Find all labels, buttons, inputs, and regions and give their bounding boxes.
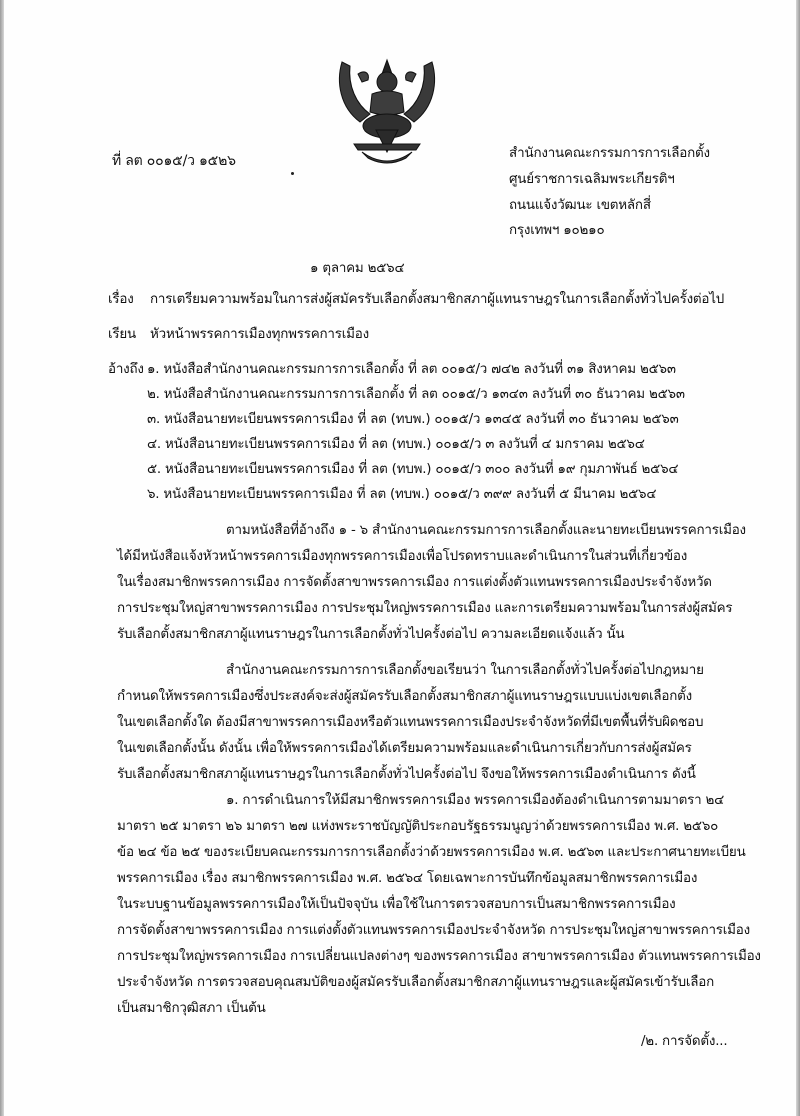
paragraph-line: ตามหนังสือที่อ้างถึง ๑ - ๖ สำนักงานคณะกรรมการการเลือกตั้งและนายทะเบียนพรรคการเมือง — [226, 523, 746, 538]
garuda-emblem-icon — [332, 52, 442, 172]
to-label: เรียน — [108, 327, 136, 342]
paragraph-line: การประชุมใหญ่สาขาพรรคการเมือง การประชุมใหญ่พรรคการเมือง และการเตรียมความพร้อมในการส่งผู้สมัคร — [117, 601, 733, 616]
paragraph-line: ได้มีหนังสือแจ้งหัวหน้าพรรคการเมืองทุกพรรคการเมืองเพื่อโปรดทราบและดำเนินการในส่วนที่เกี่ยวข้อง — [117, 549, 688, 564]
paragraph-line: ประจำจังหวัด การตรวจสอบคุณสมบัติของผู้สมัครรับเลือกตั้งสมาชิกสภาผู้แทนราษฎรและผู้สมัครเข้ารับเลือก — [117, 975, 714, 990]
subject-label: เรื่อง — [108, 292, 134, 307]
address-line: ถนนแจ้งวัฒนะ เขตหลักสี่ — [509, 198, 651, 213]
subject-text: การเตรียมความพร้อมในการส่งผู้สมัครรับเลือกตั้งสมาชิกสภาผู้แทนราษฎรในการเลือกตั้งทั่วไปครั้งต่อไป — [150, 292, 725, 307]
paragraph-line: รับเลือกตั้งสมาชิกสภาผู้แทนราษฎรในการเลือกตั้งทั่วไปครั้งต่อไป จึงขอให้พรรคการเมืองดำเนินการ ดังนี้ — [117, 767, 696, 782]
paragraph-line: ในระบบฐานข้อมูลพรรคการเมืองให้เป็นปัจจุบัน เพื่อใช้ในการตรวจสอบการเป็นสมาชิกพรรคการเมือง — [117, 897, 676, 912]
reference-item: ๑. หนังสือสำนักงานคณะกรรมการการเลือกตั้ง ที่ ลต ๐๐๑๕/ว ๗๔๒ ลงวันที่ ๓๑ สิงหาคม ๒๕๖๓ — [147, 362, 676, 377]
paragraph-line: การจัดตั้งสาขาพรรคการเมือง การแต่งตั้งตัวแทนพรรคการเมืองประจำจังหวัด การประชุมใหญ่สาขาพรรคการเมือง — [117, 923, 750, 938]
decorative-dot — [291, 172, 294, 175]
right-border — [796, 0, 800, 1116]
to-text: หัวหน้าพรรคการเมืองทุกพรรคการเมือง — [150, 327, 369, 342]
paragraph-line: สำนักงานคณะกรรมการการเลือกตั้งขอเรียนว่า ในการเลือกตั้งทั่วไปครั้งต่อไปกฎหมาย — [226, 663, 704, 678]
paragraph-line: ในเขตเลือกตั้งใด ต้องมีสาขาพรรคการเมืองหรือตัวแทนพรรคการเมืองประจำจังหวัดที่มีเขตพื้นที่รับผิดชอบ — [117, 715, 704, 730]
address-line: สำนักงานคณะกรรมการการเลือกตั้ง — [509, 146, 710, 161]
paragraph-line: การประชุมใหญ่พรรคการเมือง การเปลี่ยนแปลงต่างๆ ของพรรคการเมือง สาขาพรรคการเมือง ตัวแทนพรรคการเมือง — [117, 949, 761, 964]
continuation-note: /๒. การจัดตั้ง... — [641, 1034, 728, 1049]
paragraph-line: รับเลือกตั้งสมาชิกสภาผู้แทนราษฎรในการเลือกตั้งทั่วไปครั้งต่อไป ความละเอียดแจ้งแล้ว นั้น — [117, 627, 625, 642]
address-line: ศูนย์ราชการเฉลิมพระเกียรติฯ — [509, 172, 675, 187]
paragraph-line: ๑. การดำเนินการให้มีสมาชิกพรรคการเมือง พรรคการเมืองต้องดำเนินการตามมาตรา ๒๔ — [226, 793, 725, 808]
paragraph-line: กำหนดให้พรรคการเมืองซึ่งประสงค์จะส่งผู้สมัครรับเลือกตั้งสมาชิกสภาผู้แทนราษฎรแบบแบ่งเขตเลือกตั้ง — [117, 689, 692, 704]
address-line: กรุงเทพฯ ๑๐๒๑๐ — [509, 223, 605, 238]
references-label: อ้างถึง — [108, 362, 144, 377]
reference-item: ๖. หนังสือนายทะเบียนพรรคการเมือง ที่ ลต (ทบพ.) ๐๐๑๕/ว ๓๙๙ ลงวันที่ ๕ มีนาคม ๒๕๖๔ — [147, 487, 657, 502]
paragraph-line: ในเขตเลือกตั้งนั้น ดังนั้น เพื่อให้พรรคการเมืองได้เตรียมความพร้อมและดำเนินการเกี่ยวกับการส่งผู้สมัคร — [117, 741, 692, 756]
paragraph-line: มาตรา ๒๕ มาตรา ๒๖ มาตรา ๒๗ แห่งพระราชบัญญัติประกอบรัฐธรรมนูญว่าด้วยพรรคการเมือง พ.ศ. ๒๕๖๐ — [117, 819, 719, 834]
reference-item: ๓. หนังสือนายทะเบียนพรรคการเมือง ที่ ลต (ทบพ.) ๐๐๑๕/ว ๑๓๔๕ ลงวันที่ ๓๐ ธันวาคม ๒๕๖๓ — [147, 412, 679, 427]
reference-number: ที่ ลต ๐๐๑๕/ว ๑๕๒๖ — [112, 153, 236, 169]
reference-item: ๔. หนังสือนายทะเบียนพรรคการเมือง ที่ ลต (ทบพ.) ๐๐๑๕/ว ๓ ลงวันที่ ๔ มกราคม ๒๕๖๔ — [147, 437, 645, 452]
paragraph-line: ในเรื่องสมาชิกพรรคการเมือง การจัดตั้งสาขาพรรคการเมือง การแต่งตั้งตัวแทนพรรคการเมืองประจำจังหวัด — [117, 575, 712, 590]
paragraph-line: พรรคการเมือง เรื่อง สมาชิกพรรคการเมือง พ.ศ. ๒๕๖๔ โดยเฉพาะการบันทึกข้อมูลสมาชิกพรรคการเมือง — [117, 871, 698, 886]
reference-item: ๒. หนังสือสำนักงานคณะกรรมการการเลือกตั้ง ที่ ลต ๐๐๑๕/ว ๑๓๔๓ ลงวันที่ ๓๐ ธันวาคม ๒๕๖๓ — [147, 387, 685, 402]
paragraph-line: ข้อ ๒๔ ข้อ ๒๕ ของระเบียบคณะกรรมการการเลือกตั้งว่าด้วยพรรคการเมือง พ.ศ. ๒๕๖๓ และประกาศนายทะเบียน — [117, 845, 746, 860]
document-page — [4, 0, 796, 1116]
document-date: ๑ ตุลาคม ๒๕๖๔ — [310, 261, 405, 276]
reference-item: ๕. หนังสือนายทะเบียนพรรคการเมือง ที่ ลต (ทบพ.) ๐๐๑๕/ว ๓๐๐ ลงวันที่ ๑๙ กุมภาพันธ์ ๒๕๖๔ — [147, 462, 679, 477]
paragraph-line: เป็นสมาชิกวุฒิสภา เป็นต้น — [117, 1001, 266, 1016]
